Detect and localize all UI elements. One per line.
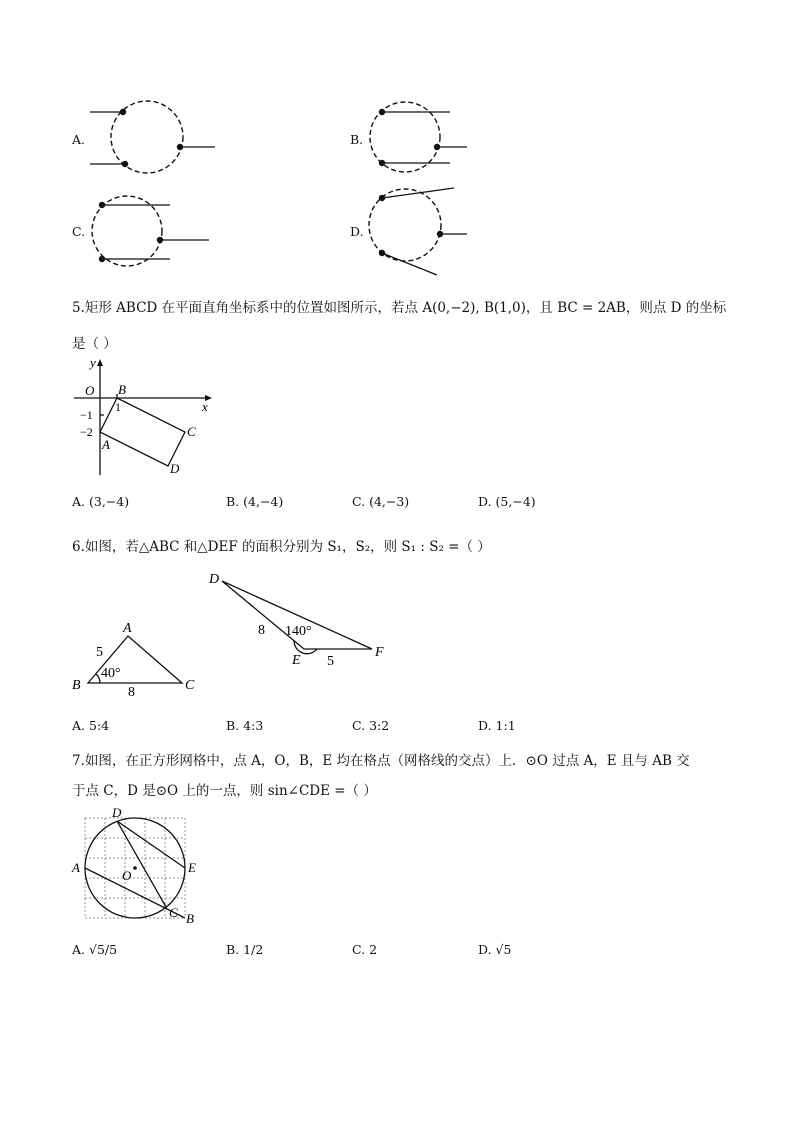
- label-angle-e: 140°: [285, 624, 312, 639]
- q4-option-a-figure: [85, 95, 225, 180]
- segment-de: [117, 821, 185, 868]
- q5-option-d: D. (5,−4): [478, 494, 536, 509]
- q7-stem-line2: 于点 C，D 是⊙O 上的一点，则 sin∠CDE =（ ）: [72, 783, 377, 799]
- q5-option-a: A. (3,−4): [72, 494, 130, 509]
- segment-dc: [117, 821, 166, 907]
- label-ab-length: 5: [96, 645, 103, 660]
- label-e: E: [188, 860, 196, 875]
- label-b: B: [186, 911, 194, 926]
- angle-b-arc: [96, 674, 100, 683]
- label-minus-two: −2: [80, 425, 93, 439]
- label-bc-length: 8: [128, 685, 135, 700]
- q7-stem-line1: 7.如图，在正方形网格中，点 A，O，B，E 均在格点（网格线的交点）上．⊙O 过点 A，E 且与 AB 交: [72, 753, 690, 769]
- q5-stem-line1: 5.矩形 ABCD 在平面直角坐标系中的位置如图所示，若点 A(0,−2), B(1,0)，且 BC = 2AB，则点 D 的坐标: [72, 300, 727, 316]
- q4-option-d-figure: [365, 182, 475, 277]
- q6-option-d: D. 1:1: [478, 718, 516, 733]
- label-d: D: [170, 461, 180, 476]
- label-b: B: [72, 678, 81, 693]
- label-d: D: [209, 572, 220, 587]
- label-one: 1: [115, 400, 121, 414]
- y-axis-arrow-icon: [97, 359, 103, 366]
- q5-option-b: B. (4,−4): [226, 494, 284, 509]
- label-c: C: [169, 905, 178, 920]
- q5-option-c: C. (4,−3): [352, 494, 410, 509]
- q6-option-c: C. 3:2: [352, 718, 390, 733]
- label-ef-length: 5: [327, 654, 334, 669]
- label-o: O: [122, 868, 132, 883]
- label-d: D: [112, 805, 122, 820]
- q7-option-a: A. √5/5: [72, 942, 118, 957]
- label-b: B: [118, 382, 126, 397]
- label-c: C: [185, 678, 195, 693]
- label-e: E: [292, 653, 301, 668]
- q5-stem-line2: 是（ ）: [72, 336, 117, 352]
- q7-grid-circle-figure: [68, 805, 213, 930]
- q7-option-b: B. 1/2: [226, 942, 264, 957]
- center-o-dot: [133, 866, 137, 870]
- label-de-length: 8: [258, 623, 265, 638]
- q6-option-b: B. 4:3: [226, 718, 264, 733]
- q4-option-b-figure: [365, 95, 480, 180]
- q6-option-a: A. 5:4: [72, 718, 110, 733]
- rectangle-abcd: [100, 398, 185, 466]
- q5-coordinate-figure: [72, 355, 222, 480]
- label-a: A: [102, 437, 110, 452]
- label-o: O: [85, 383, 95, 398]
- label-c: C: [187, 424, 196, 439]
- label-x: x: [202, 399, 208, 414]
- q4-option-b-label: B.: [350, 132, 364, 147]
- label-a: A: [72, 860, 80, 875]
- q7-option-c: C. 2: [352, 942, 378, 957]
- label-minus-one: −1: [80, 408, 93, 422]
- q4-option-a-label: A.: [72, 132, 86, 147]
- label-y: y: [90, 355, 96, 370]
- q6-triangles-figure: [68, 565, 398, 700]
- label-a: A: [123, 621, 132, 636]
- label-angle-b: 40°: [101, 666, 121, 681]
- q7-option-d: D. √5: [478, 942, 512, 957]
- q4-option-c-figure: [85, 190, 215, 275]
- q4-option-c-label: C.: [72, 224, 86, 239]
- label-f: F: [375, 645, 384, 660]
- q4-option-d-label: D.: [350, 224, 364, 239]
- q6-stem-line1: 6.如图，若△ABC 和△DEF 的面积分别为 S₁，S₂，则 S₁ : S₂ =（ ）: [72, 539, 491, 555]
